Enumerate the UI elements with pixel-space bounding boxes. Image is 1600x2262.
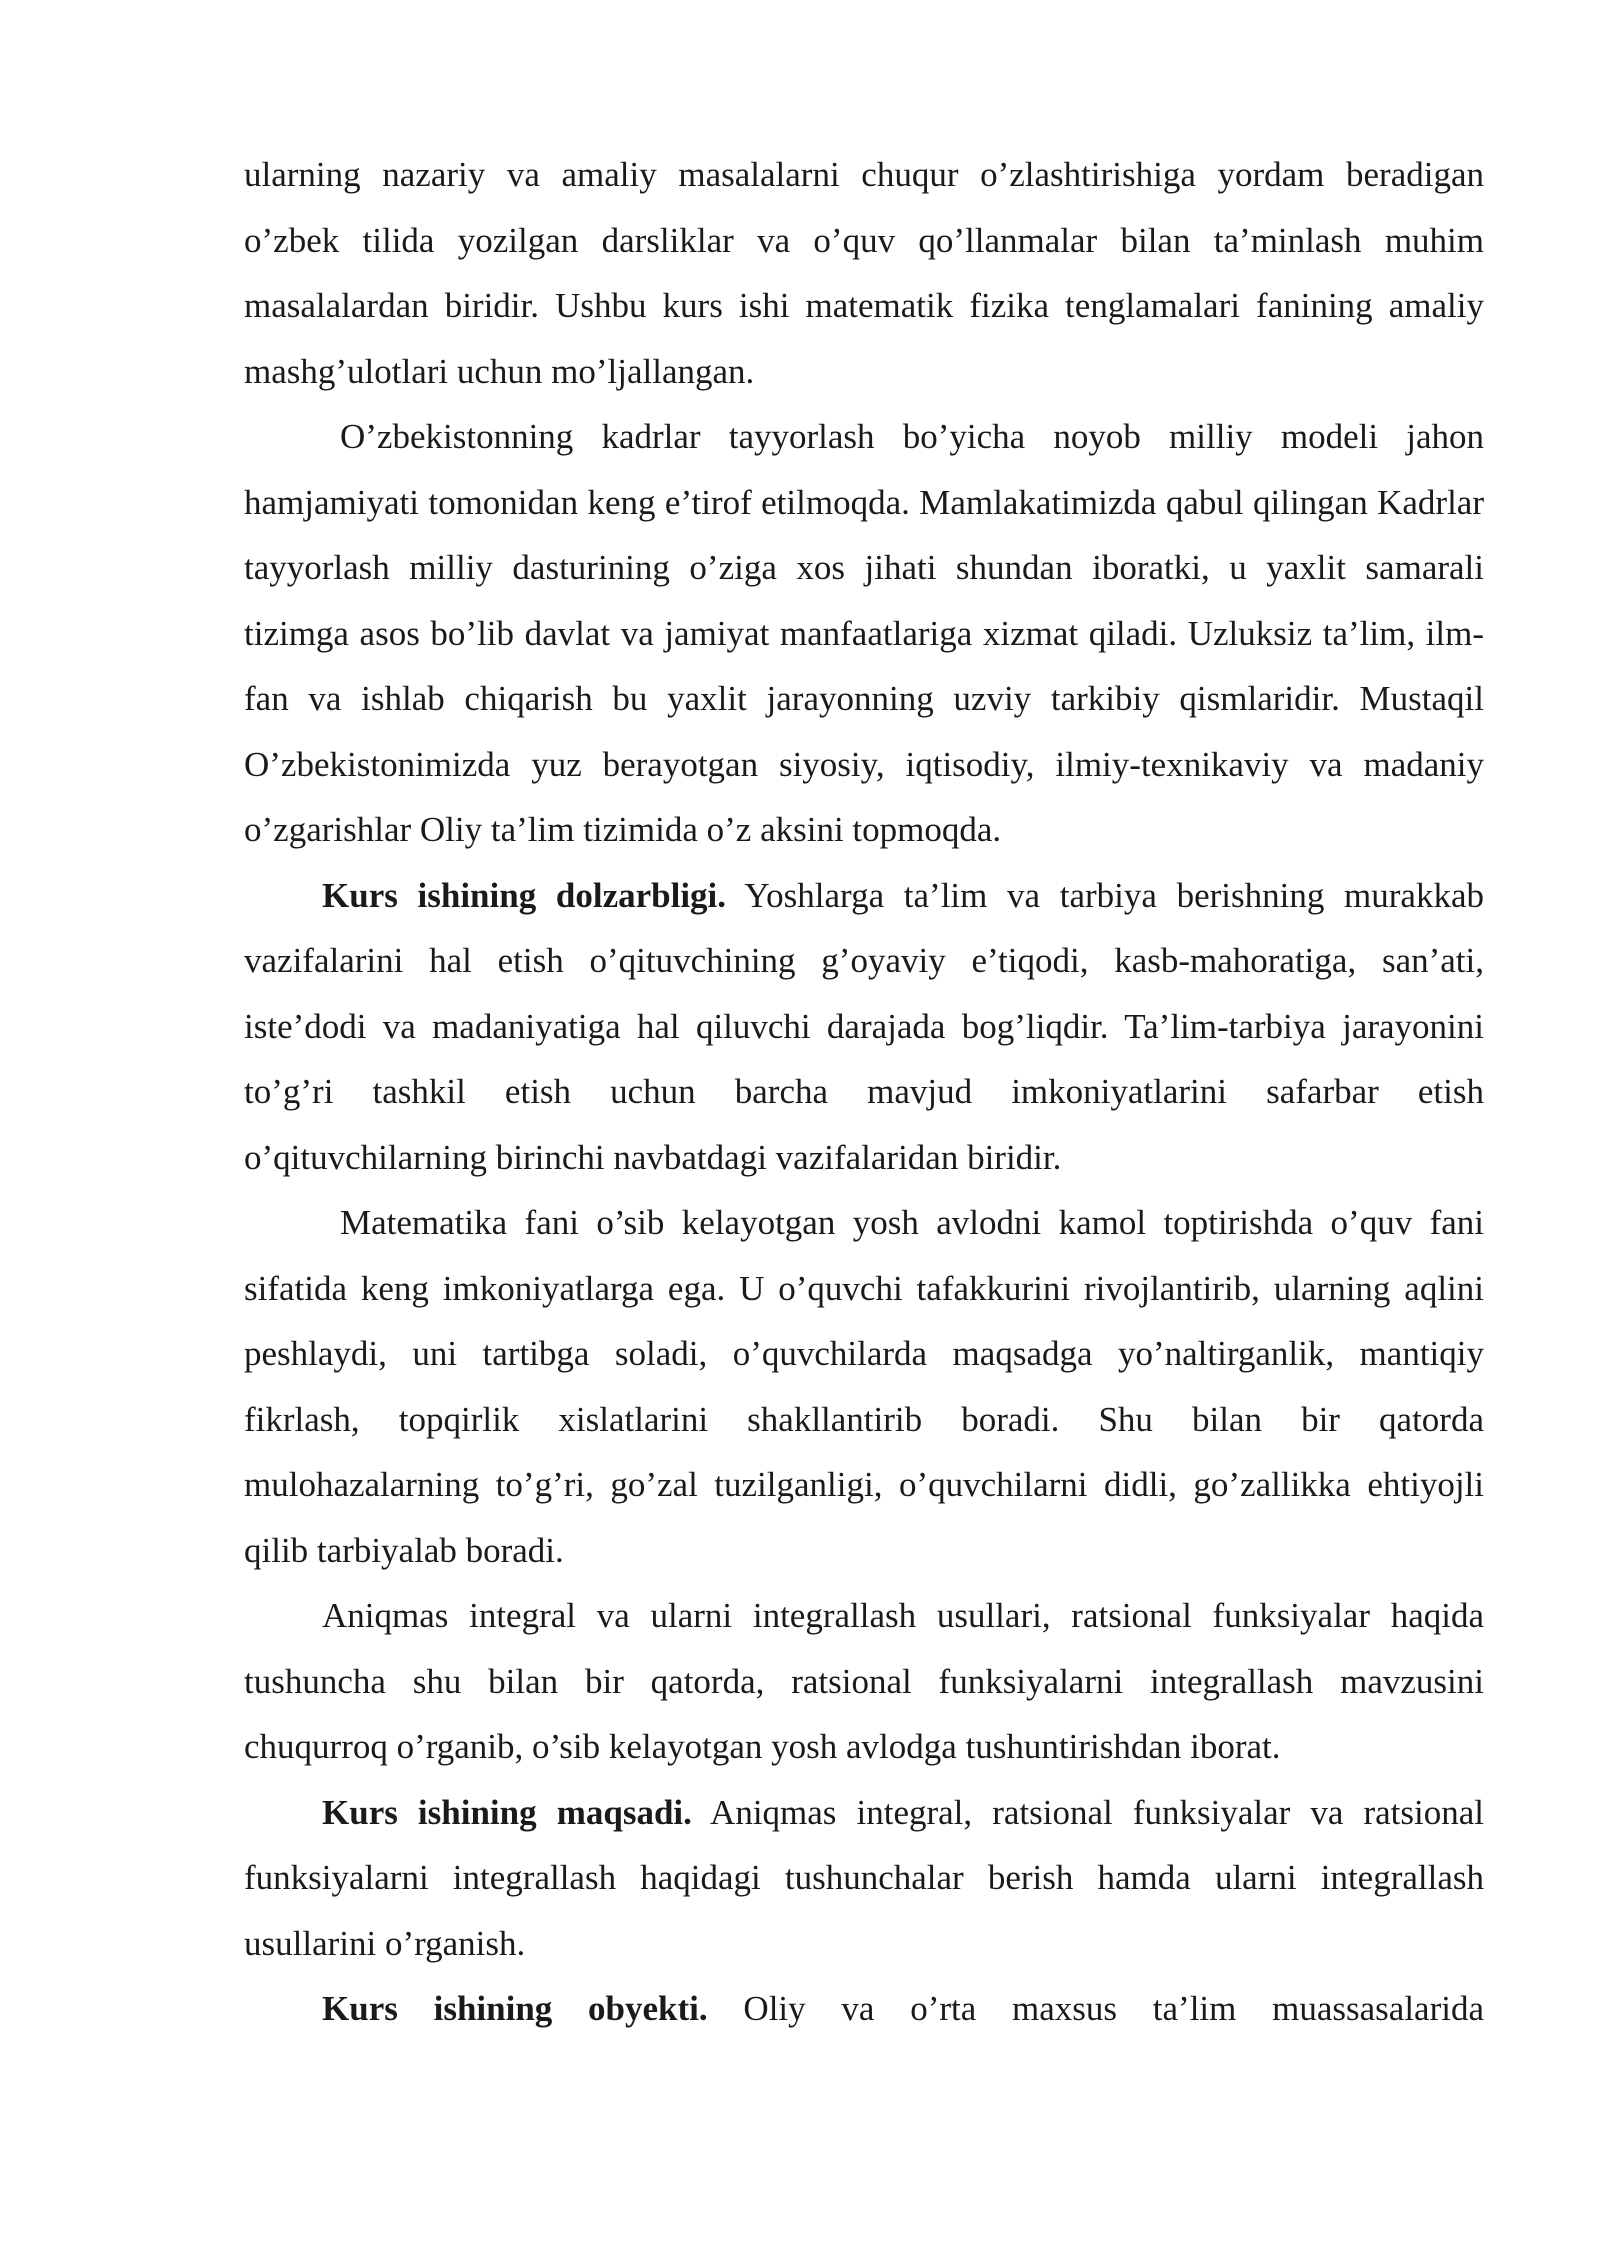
- paragraph-mathematics: [244, 1190, 1484, 1583]
- paragraph-goal: [244, 1780, 1484, 1977]
- paragraph-text: Oliy va o’rta maxsus ta’lim muassasalarida: [707, 1989, 1484, 2028]
- paragraph-text: Aniqmas integral va ularni integrallash usullari, ratsional funksiyalar haqida tushuncha shu bilan bir qatorda, ratsional funksiyalarni integrallash mavzusini chuqurroq o’rganib, o’sib kelayotgan yosh avlodga tushuntirishdan iborat.: [244, 1596, 1484, 1766]
- paragraph-text: Matematika fani o’sib kelayotgan yosh avlodni kamol toptirishda o’quv fani sifatida keng imkoniyatlarga ega. U o’quvchi tafakkurini rivojlantirib, ularning aqlini peshlaydi, uni tartibga soladi, o’quvchilarda maqsadga yo’naltirganlik, mantiqiy fikrlash, topqirlik xislatlarini shakllantirib boradi. Shu bilan bir qatorda mulohazalarning to’g’ri, go’zal tuzilganligi, o’quvchilarni didli, go’zallikka ehtiyojli qilib tarbiyalab boradi.: [244, 1203, 1484, 1570]
- paragraph-text: O’zbekistonning kadrlar tayyorlash bo’yicha noyob milliy modeli jahon hamjamiyati tomonidan keng e’tirof etilmoqda. Mamlakatimizda qabul qilingan Kadrlar tayyorlash milliy dasturining o’ziga xos jihati shundan iboratki, u yaxlit samarali tizimga asos bo’lib davlat va jamiyat manfaatlariga xizmat qiladi. Uzluksiz ta’lim, ilm-fan va ishlab chiqarish bu yaxlit jarayonning uzviy tarkibiy qismlaridir. Mustaqil O’zbekistonimizda yuz berayotgan siyosiy, iqtisodiy, ilmiy-texnikaviy va madaniy o’zgarishlar Oliy ta’lim tizimida o’z aksini topmoqda.: [244, 417, 1484, 849]
- section-heading-goal: Kurs ishining maqsadi.: [322, 1792, 692, 1832]
- section-heading-object: Kurs ishining obyekti.: [322, 1989, 708, 2028]
- paragraph-uzbekistan-model: [244, 404, 1484, 863]
- paragraph-integral: [244, 1583, 1484, 1780]
- paragraph-text: Yoshlarga ta’lim va tarbiya berishning murakkab vazifalarini hal etish o’qituvchining g’oyaviy e’tiqodi, kasb-mahoratiga, san’ati, iste’dodi va madaniyatiga hal qiluvchi darajada bog’liqdir. Ta’lim-tarbiya jarayonini to’g’ri tashkil etish uchun barcha mavjud imkoniyatlarini safarbar etish o’qituvchilarning birinchi navbatdagi vazifalaridan biridir.: [244, 875, 1484, 1177]
- paragraph-intro: [244, 142, 1484, 404]
- paragraph-text: ularning nazariy va amaliy masalalarni chuqur o’zlashtirishiga yordam beradigan o’zbek tilida yozilgan darsliklar va o’quv qo’llanmalar bilan ta’minlash muhim masalalardan biridir. Ushbu kurs ishi matematik fizika tenglamalari fanining amaliy mashg’ulotlari uchun mo’ljallangan.: [244, 155, 1484, 391]
- document-page: [244, 142, 1484, 2042]
- paragraph-object: [244, 1976, 1484, 2042]
- section-heading-relevance: Kurs ishining dolzarbligi.: [322, 875, 727, 915]
- paragraph-text: Aniqmas integral, ratsional funksiyalar va ratsional funksiyalarni integrallash haqidagi tushunchalar berish hamda ularni integrallash usullarini o’rganish.: [244, 1792, 1484, 1963]
- paragraph-relevance: [244, 863, 1484, 1191]
